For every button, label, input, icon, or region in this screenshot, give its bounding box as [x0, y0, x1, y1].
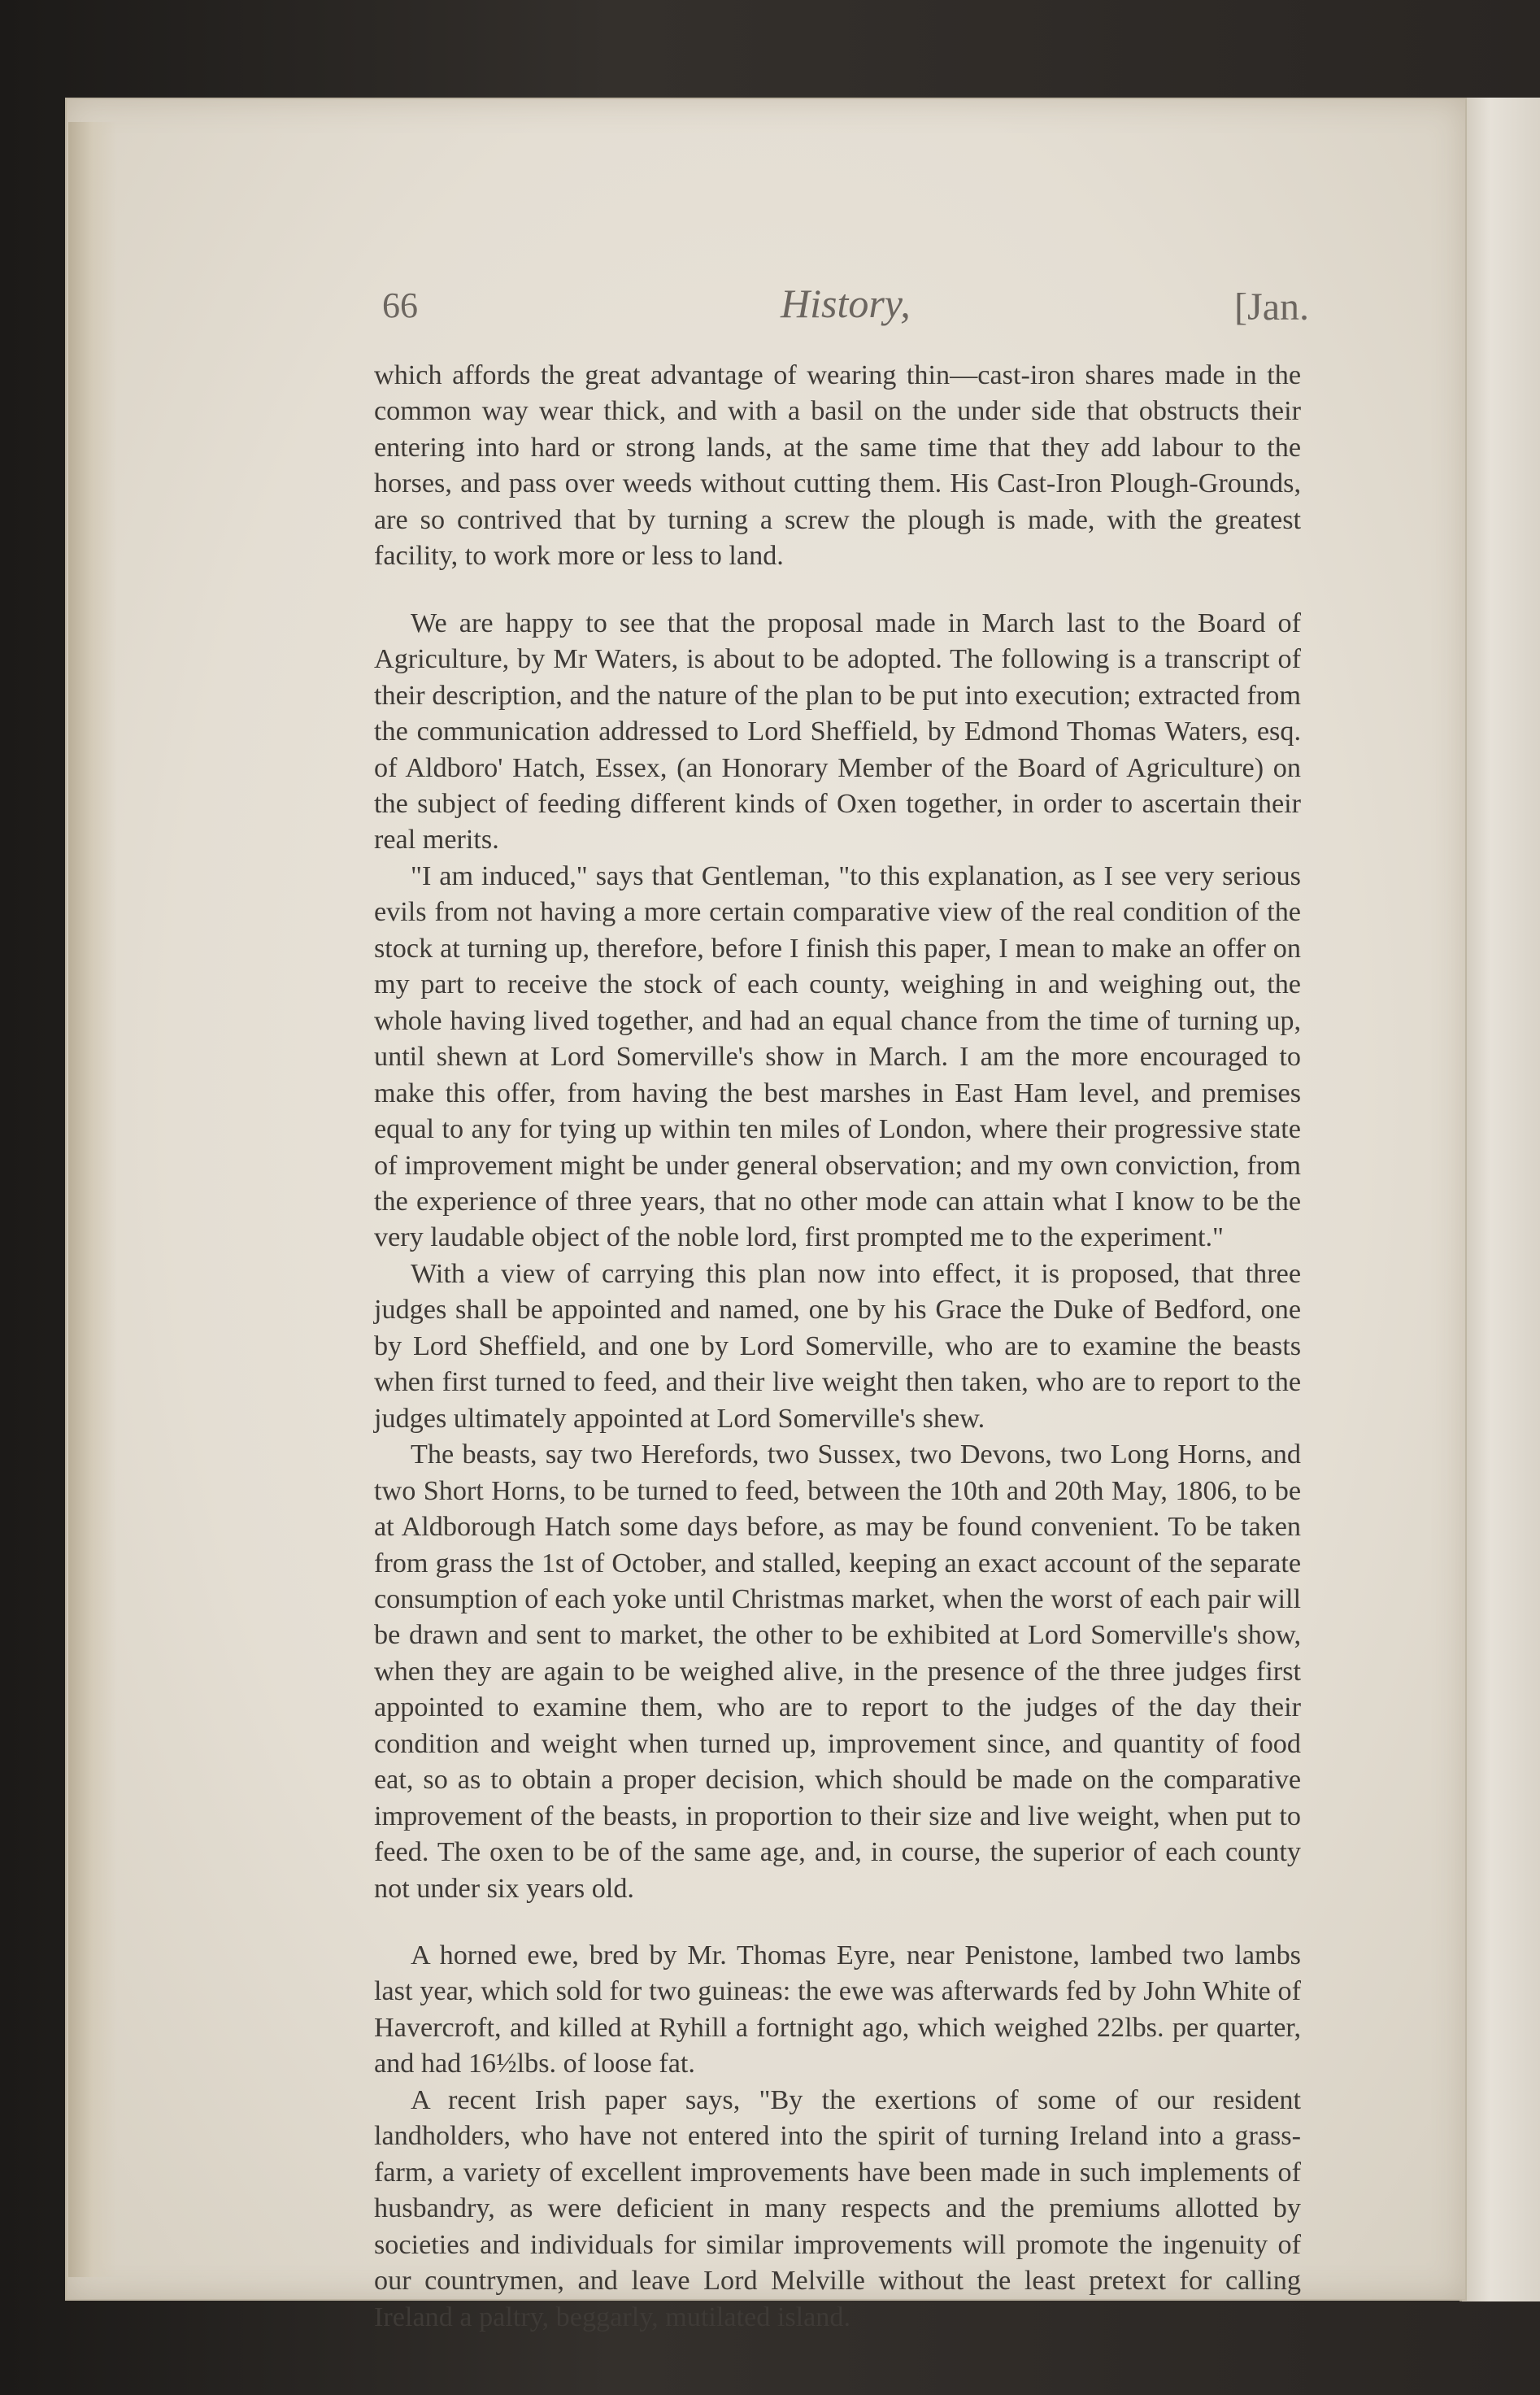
paragraph-waters-quote: "I am induced," says that Gentleman, "to this explanation, as I see very serious evils from not having a more certain comparative view of the real condition of the stock at turning up, therefore, before I finish this paper, I mean to make an offer on my part to receive the stock of each county, weighing in and weighing out, the whole having lived together, and had an equal chance from the time of turning up, until shewn at Lord Somerville's show in March. I am the more encouraged to make this offer, from having the best marshes in East Ham level, and premises equal to any for tying up within ten miles of London, where their progressive state of improvement might be under general observation; and my own conviction, from the experience of three years, that no other mode can attain what I know to be the very laudable object of the noble lord, first prompted me to the experiment." — [374, 860, 1301, 1253]
running-head: History, — [781, 281, 911, 326]
paragraph-irish-paper: A recent Irish paper says, "By the exertions of some of our resident landholders, who have not entered into the spirit of turning Ireland into a grass-farm, a variety of excellent improvements have been made in such implements of husbandry, as were deficient in many respects and the premiums allotted by societies and individuals for similar improvements will promote the ingenuity of our countrymen, and leave Lord Melville without the least pretext for calling Ireland a paltry, beggarly, mutilated island. — [374, 2084, 1301, 2332]
page-header — [374, 277, 1309, 342]
paragraph-plough: which affords the great advantage of wearing thin—cast-iron shares made in the common way wear thick, and with a basil on the under side that obstructs their entering into hard or strong lands, at the same time that they add labour to the horses, and pass over weeds without cutting them. His Cast-Iron Plough-Grounds, are so contrived that by turning a screw the plough is made, with the greatest facility, to work more or less to land. — [374, 360, 1301, 572]
paragraph-horned-ewe: A horned ewe, bred by Mr. Thomas Eyre, near Penistone, lambed two lambs last year, which sold for two guineas: the ewe was afterwards fed by John White of Havercroft, and killed at Ryhill a fortnight ago, which weighed 22lbs. per quarter, and had 16½lbs. of loose fat. — [374, 1940, 1301, 2079]
page-gutter-shadow — [68, 122, 117, 2277]
header-month: [Jan. — [1234, 285, 1309, 329]
paragraph-judges: With a view of carrying this plan now into effect, it is proposed, that three judges shall be appointed and named, one by his Grace the Duke of Bedford, one by Lord Sheffield, and one by Lord Somerville, who are to examine the beasts when first turned to feed, and their live weight then taken, who are to report to the judges ultimately appointed at Lord Somerville's shew. — [374, 1258, 1301, 1434]
paragraph-board-agriculture: We are happy to see that the proposal made in March last to the Board of Agriculture, by Mr Waters, is about to be adopted. The following is a transcript of their description, and the nature of the plan to be put into execution; extracted from the communication addressed to Lord Sheffield, by Edmond Thomas Waters, esq. of Aldboro' Hatch, Essex, (an Honorary Member of the Board of Agriculture) on the subject of feeding different kinds of Oxen together, in order to ascertain their real merits. — [374, 607, 1301, 856]
facing-page-edge — [1460, 98, 1540, 2301]
body-text — [374, 358, 1301, 2336]
paragraph-beasts: The beasts, say two Herefords, two Sussex, two Devons, two Long Horns, and two Short Horns, to be turned to feed, between the 10th and 20th May, 1806, to be at Aldborough Hatch some days before, as may be found convenient. To be taken from grass the 1st of October, and stalled, keeping an exact account of the separate consumption of each yoke until Christmas market, when the worst of each pair will be drawn and sent to market, the other to be exhibited at Lord Somerville's show, when they are again to be weighed alive, in the presence of the three judges first appointed to examine them, who are to report to the judges of the day their condition and weight when turned up, improvement since, and quantity of food eat, so as to obtain a proper decision, which should be made on the comparative improvement of the beasts, in proportion to their size and live weight, when put to feed. The oxen to be of the same age, and, in course, the superior of each county not under six years old. — [374, 1439, 1301, 1904]
page-number: 66 — [382, 285, 418, 325]
